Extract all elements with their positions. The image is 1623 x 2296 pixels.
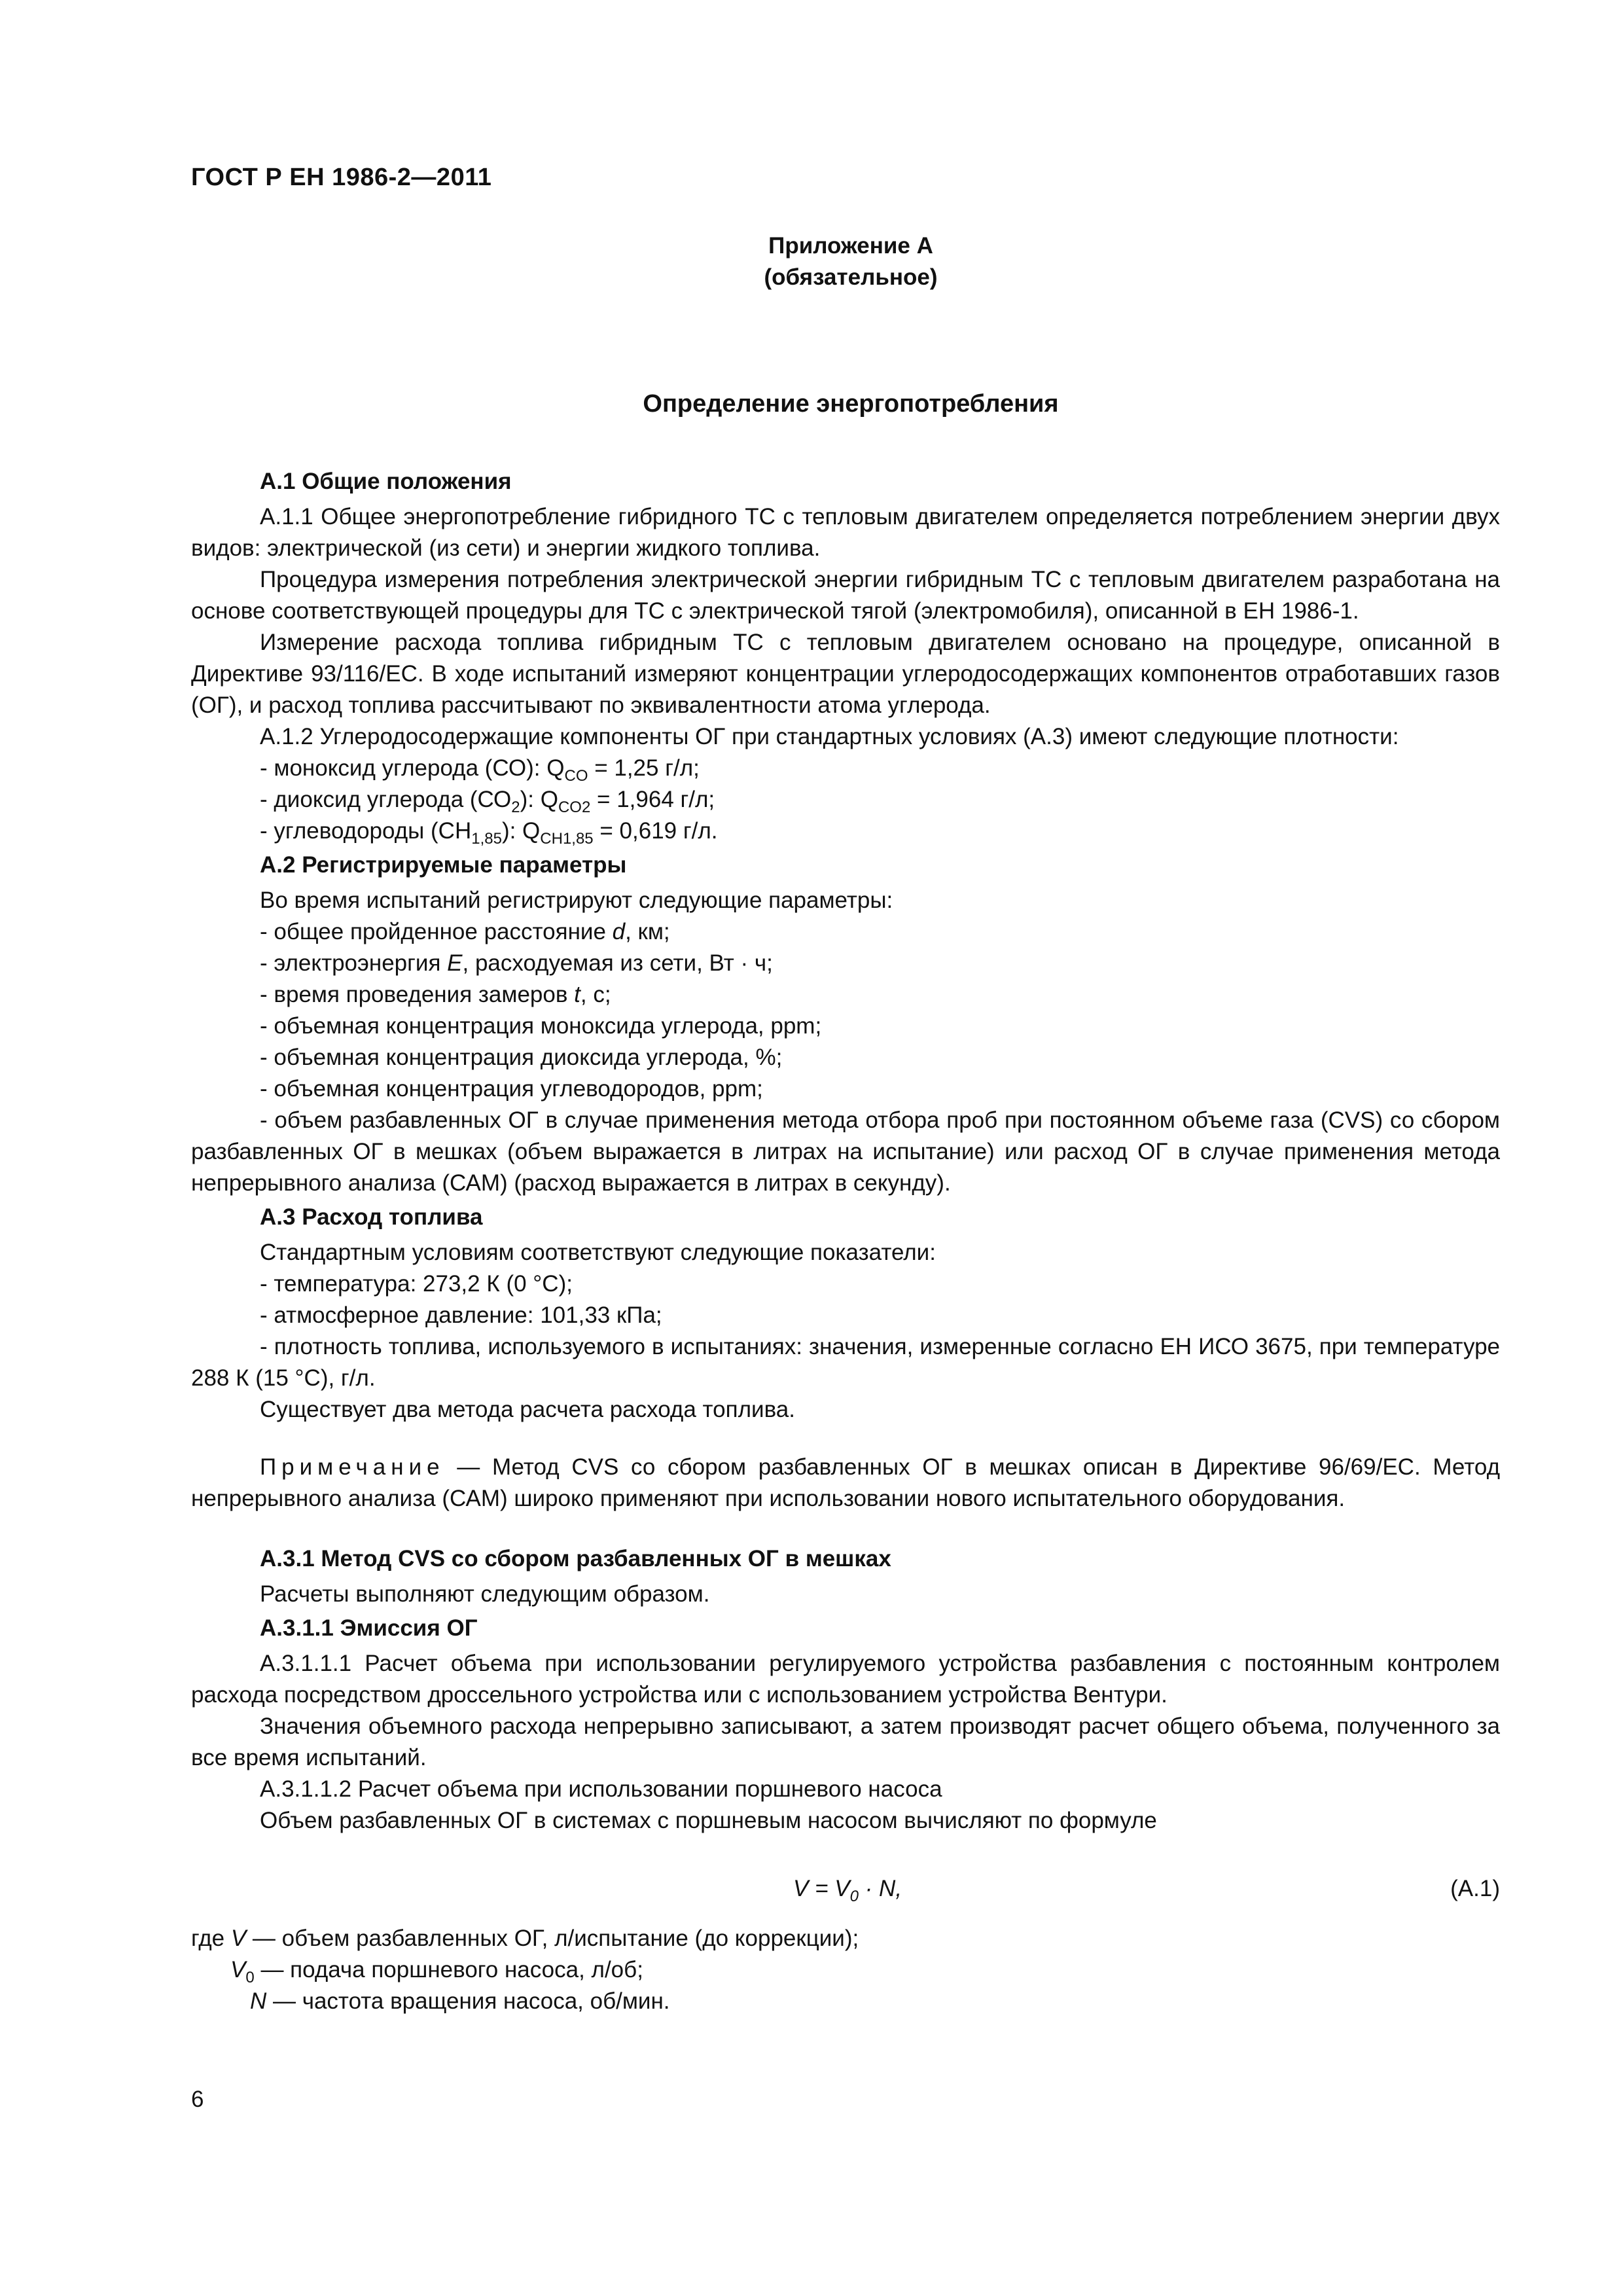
formula-a1 — [191, 1860, 1500, 1923]
list-item: - температура: 273,2 К (0 °С); — [260, 1271, 573, 1297]
document-header: ГОСТ Р ЕН 1986-2—2011 — [191, 164, 492, 191]
legend-v0: $V_0$ — подача поршневого насоса, л/об; — [230, 1957, 643, 1986]
list-item: - электроэнергия E, расходуемая из сети, Вт · ч; — [260, 950, 773, 976]
page-number: 6 — [191, 2087, 204, 2112]
paragraph-methods: Существует два метода расчета расхода топлива. — [260, 1397, 795, 1422]
annex-title: Приложение А — [768, 233, 933, 259]
list-item: - объемная концентрация диоксида углерода, %; — [260, 1045, 783, 1070]
note: Примечание — Метод CVS со сбором разбавленных ОГ в мешках описан в Директиве 96/69/ЕС. Метод непрерывного анализа (САМ) широко применяют при использовании нового испытательного оборудования. — [191, 1454, 1500, 1511]
paragraph-a3-1-1-1: А.3.1.1.1 Расчет объема при использовании регулируемого устройства разбавления с постоянным контролем расхода посредством дроссельного устройства или с использованием устройства Вентури. — [191, 1651, 1500, 1708]
paragraph-a1-4: А.1.2 Углеродосодержащие компоненты ОГ при стандартных условиях (А.3) имеют следующие плотности: — [260, 724, 1399, 749]
list-item: - атмосферное давление: 101,33 кПа; — [260, 1302, 662, 1328]
paragraph-volume-flow: Значения объемного расхода непрерывно записывают, а затем производят расчет общего объема, полученного за все время испытаний. — [191, 1713, 1500, 1770]
paragraph-formula-intro: Объем разбавленных ОГ в системах с поршневым насосом вычисляют по формуле — [260, 1808, 1157, 1833]
paragraph-a2-intro: Во время испытаний регистрируют следующие параметры: — [260, 888, 893, 913]
paragraph-a1-1: А.1.1 Общее энергопотребление гибридного ТС с тепловым двигателем определяется потреблением энергии двух видов: электрической (из сети) и энергии жидкого топлива. — [191, 504, 1500, 561]
list-item: - время проведения замеров t, с; — [260, 982, 611, 1007]
note-label: Примечание — [260, 1454, 445, 1480]
paragraph-a3-intro: Стандартным условиям соответствуют следующие показатели: — [260, 1240, 936, 1265]
list-item: - объемная концентрация углеводородов, ppm; — [260, 1076, 763, 1102]
heading-a2: А.2 Регистрируемые параметры — [260, 852, 627, 878]
legend-n: N — частота вращения насоса, об/мин. — [250, 1988, 670, 2014]
paragraph-a1-2: Процедура измерения потребления электрической энергии гибридным ТС с тепловым двигателем разработана на основе соответствующей процедуры для ТС с электрической тягой (электромобиля), описанной в ЕН 1986-1. — [191, 567, 1500, 624]
heading-a3-1-1: А.3.1.1 Эмиссия ОГ — [260, 1615, 478, 1641]
list-item: - общее пройденное расстояние d, км; — [260, 919, 670, 944]
paragraph-a1-3: Измерение расхода топлива гибридным ТС с тепловым двигателем основано на процедуре, описанной в Директиве 93/116/ЕС. В ходе испытаний измеряют концентрации углеродосодержащих компонентов отработавших газов (ОГ), и расход топлива рассчитывают по эквивалентности атома углерода. — [191, 630, 1500, 718]
formula-legend — [191, 1923, 1500, 2017]
density-co2: - диоксид углерода $(СО_2)$: $Q_{CO2} = 1,964$ г/л; — [260, 787, 715, 816]
heading-a1: А.1 Общие положения — [260, 469, 512, 494]
legend-v: где V — объем разбавленных ОГ, л/испытание (до коррекции); — [191, 1926, 859, 1951]
density-co: - моноксид углерода (СО): $Q_{CO} = 1,25$ г/л; — [260, 755, 700, 785]
annex-status: (обязательное) — [764, 264, 938, 290]
document-body — [191, 463, 1500, 2017]
list-item: - объемная концентрация моноксида углерода, ppm; — [260, 1013, 822, 1039]
heading-a3-1: А.3.1 Метод CVS со сбором разбавленных ОГ в мешках — [260, 1546, 891, 1571]
list-item: - объем разбавленных ОГ в случае применения метода отбора проб при постоянном объеме газа (CVS) со сбором разбавленных ОГ в мешках (объем выражается в литрах на испытание) или расход ОГ в случае применения метода непрерывного анализа (САМ) (расход выражается в литрах в секунду). — [191, 1107, 1500, 1196]
formula-expression: $V = V_0 \cdot N$, — [793, 1876, 902, 1905]
heading-a3: А.3 Расход топлива — [260, 1204, 483, 1230]
paragraph-a3-1-1-2: А.3.1.1.2 Расчет объема при использовании поршневого насоса — [260, 1776, 942, 1802]
formula-number: (А.1) — [1450, 1876, 1500, 1901]
section-title: Определение энергопотребления — [643, 390, 1059, 418]
paragraph-a3-1: Расчеты выполняют следующим образом. — [260, 1581, 710, 1607]
list-item: - плотность топлива, используемого в испытаниях: значения, измеренные согласно ЕН ИСО 3675, при температуре 288 К (15 °С), г/л. — [191, 1334, 1500, 1391]
density-ch: - углеводороды $(СН_{1,85})$: $Q_{CH1,85} = 0,619$ г/л. — [260, 818, 718, 848]
